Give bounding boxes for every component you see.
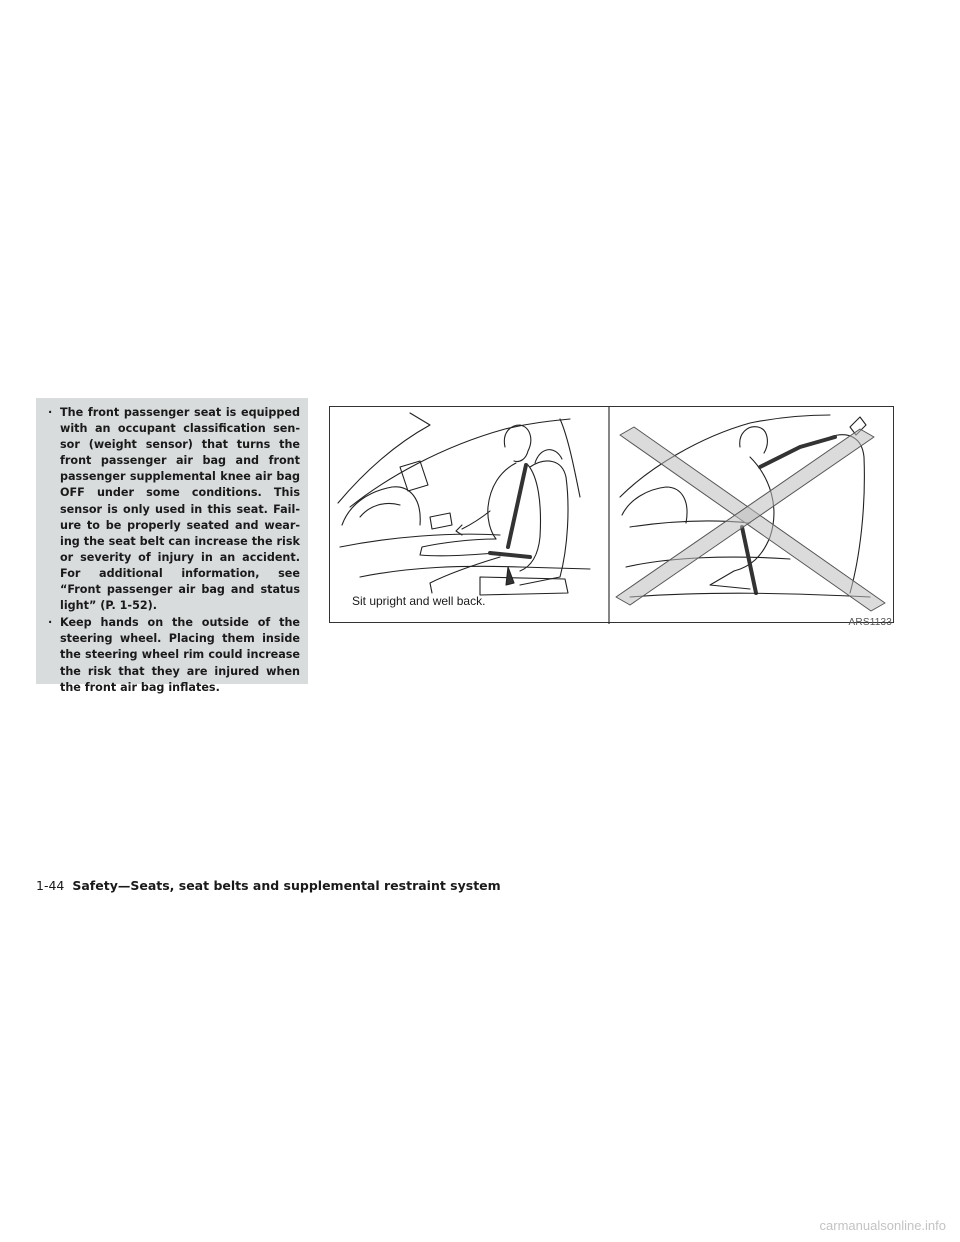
incorrect-cross: [616, 427, 885, 611]
bullet-text: The front passenger seat is equipped with an occupant classification sen- sor (weight sensor) that turns the front passenger air bag and front passenger supplemental knee air bag OFF under some conditions. This sensor is only used in this seat. Fail- ure to be properly seated and wear- ing the seat belt can increase the risk or severity of injury in an accident. For additional information, see “Front passenger air bag and status light” (P. 1-52).: [60, 406, 300, 613]
warning-bullet: [48, 405, 300, 614]
seating-drawing: [330, 407, 895, 624]
correct-posture-scene: [338, 413, 590, 595]
bullet-mark: ·: [48, 616, 53, 630]
page-number: 1-44: [36, 878, 65, 893]
seating-illustration: [329, 406, 894, 623]
section-title: Safety—Seats, seat belts and supplemental restraint system: [72, 878, 501, 893]
figure-code: ARS1133: [848, 617, 892, 628]
bullet-mark: ·: [48, 406, 53, 419]
bullet-text: Keep hands on the outside of the steering wheel. Placing them inside the steering wheel rim could increase the risk that they are injured when the front air bag inflates.: [60, 616, 300, 694]
watermark: carmanualsonline.info: [819, 1218, 946, 1233]
warning-box: [36, 398, 308, 694]
figure-caption: Sit upright and well back.: [352, 594, 486, 608]
warning-bullet: [48, 615, 300, 695]
page-footer: [36, 878, 501, 893]
